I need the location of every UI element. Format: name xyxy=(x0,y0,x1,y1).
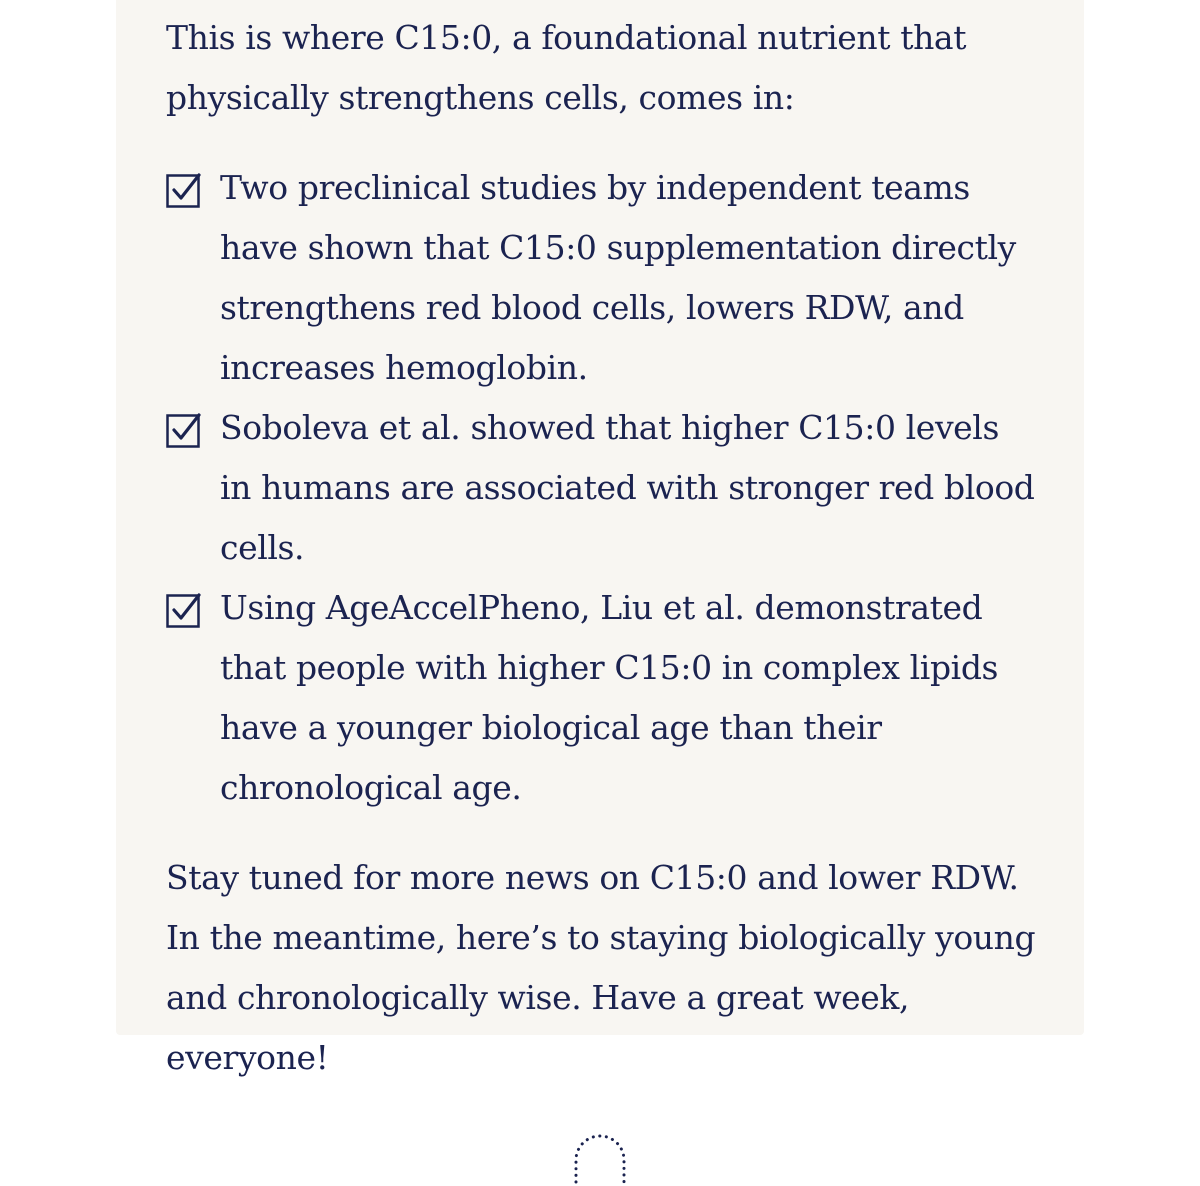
checklist-item-text: Soboleva et al. showed that higher C15:0 levels in humans are associated with stronger red blood cells. xyxy=(220,408,1035,567)
article-card xyxy=(116,0,1084,1077)
dotted-arch-spinner-icon xyxy=(570,1130,630,1186)
checklist-item-text: Two preclinical studies by independent teams have shown that C15:0 supplementation directly strengthens red blood cells, lowers RDW, and increases hemoglobin. xyxy=(220,168,1016,387)
checklist-item-text: Using AgeAccelPheno, Liu et al. demonstrated that people with higher C15:0 in complex lipids have a younger biological age than their chronological age. xyxy=(220,588,999,807)
checklist xyxy=(166,158,1036,818)
checklist-item xyxy=(166,578,1036,818)
checkbox-checked-icon xyxy=(166,412,202,448)
closing-paragraph: Stay tuned for more news on C15:0 and lower RDW. In the meantime, here’s to staying biologically young and chronologically wise. Have a great week, everyone! xyxy=(166,858,1036,1077)
checkbox-checked-icon xyxy=(166,592,202,628)
checkbox-checked-icon xyxy=(166,172,202,208)
intro-paragraph: This is where C15:0, a foundational nutrient that physically strengthens cells, comes in: xyxy=(166,18,967,117)
article-body xyxy=(166,8,1036,1088)
checklist-item xyxy=(166,398,1036,578)
checklist-item xyxy=(166,158,1036,398)
